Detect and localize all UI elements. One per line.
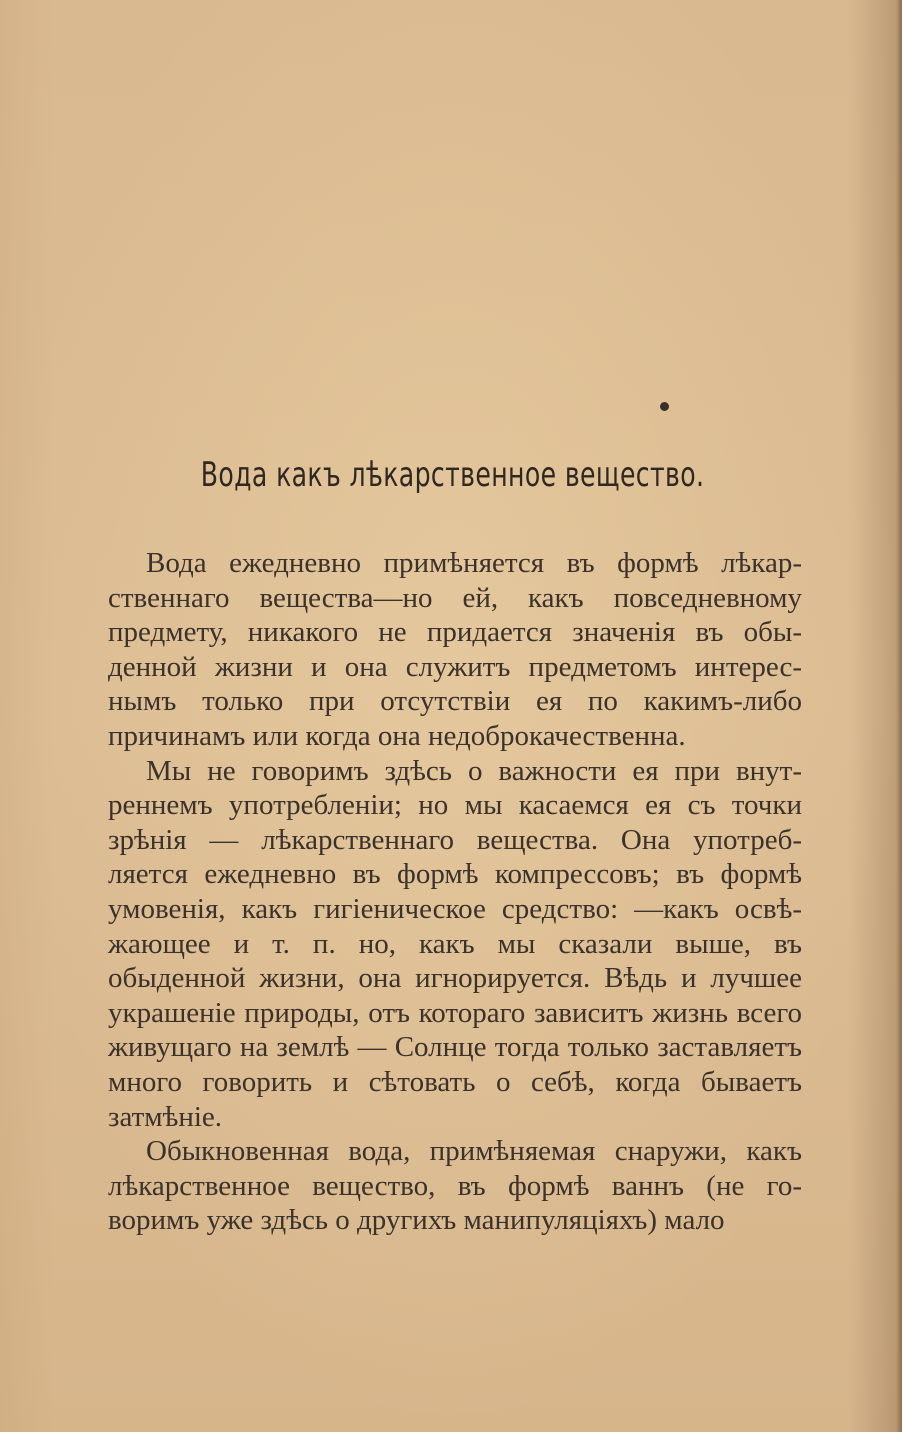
paragraph-3: Обыкновенная вода, примѣняемая снаружи, какъ лѣкарственное вещество, въ формѣ ваннъ (не го-воримъ уже здѣсь о другихъ манипуляціяхъ) мало (108, 1135, 802, 1237)
ink-dot (660, 402, 669, 411)
paragraph-1: Вода ежедневно примѣняется въ формѣ лѣкар-ственнаго вещества—но ей, какъ повседневному предмету, никакого не придается значенія въ обы-денной жизни и она служитъ предметомъ интерес-нымъ только при отсутствіи ея по какимъ-либо причинамъ или когда она недоброкачественна. (108, 547, 802, 752)
chapter-title: Вода какъ лѣкарственное вещество. (200, 455, 705, 495)
body-text (108, 546, 802, 1238)
paragraph-2: Мы не говоримъ здѣсь о важности ея при внут-реннемъ употребленіи; но мы касаемся ея съ точки зрѣнія — лѣкарственнаго вещества. Она употреб-ляется ежедневно въ формѣ компрессовъ; въ формѣ умовенія, какъ гигіеническое средство: —какъ освѣ-жающее и т. п. но, какъ мы сказали выше, въ обыденной жизни, она игнорируется. Вѣдь и лучшее украшеніе природы, отъ котораго зависитъ жизнь всего живущаго на землѣ — Солнце тогда только заставляетъ много говорить и сѣтовать о себѣ, когда бываетъ затмѣніе. (108, 754, 802, 1133)
page-edge-shadow (896, 0, 902, 1432)
